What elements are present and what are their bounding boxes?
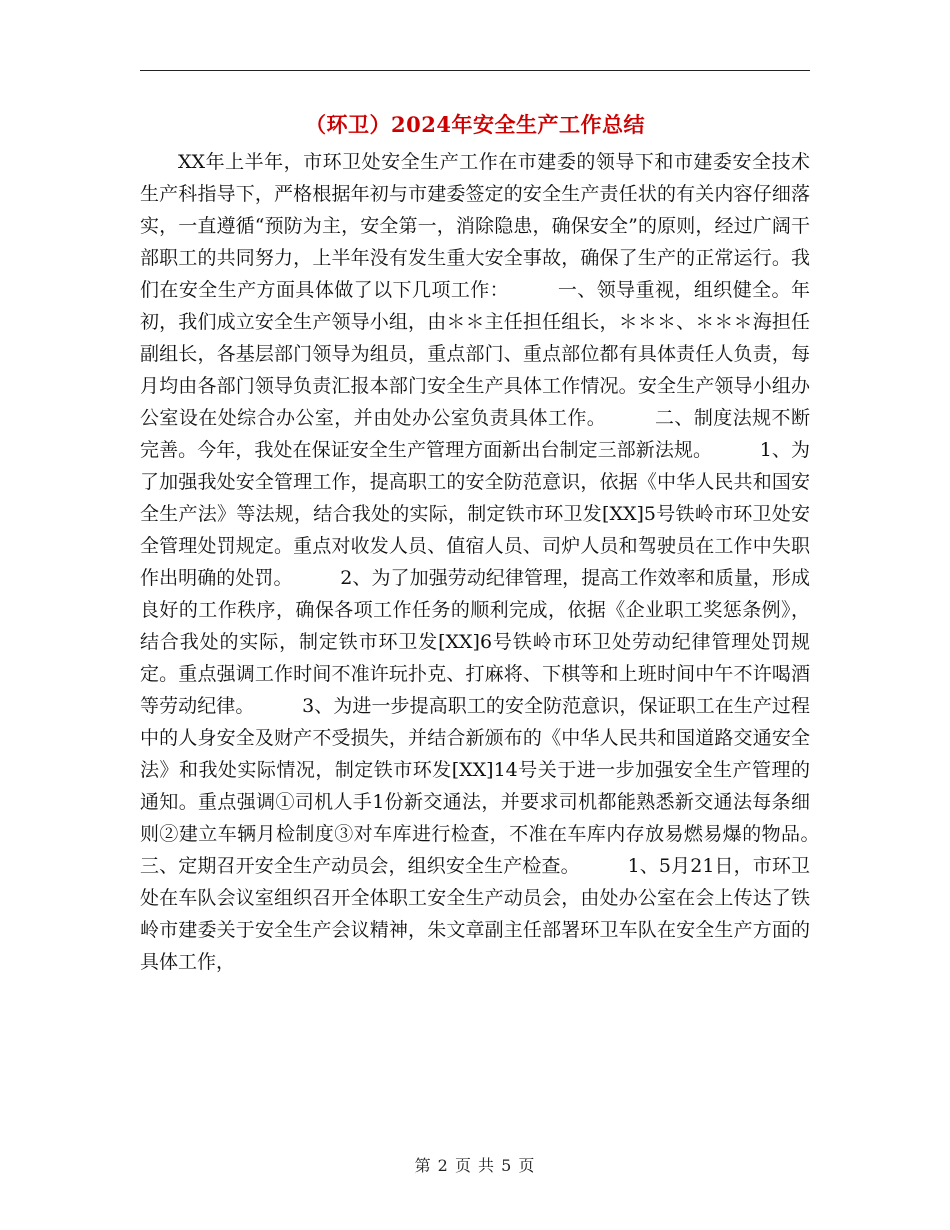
document-title: （环卫）2024年安全生产工作总结 [305, 112, 645, 137]
body-paragraph: XX年上半年，市环卫处安全生产工作在市建委的领导下和市建委安全技术生产科指导下，严格根据年初与市建委签定的安全生产责任状的有关内容仔细落实，一直遵循“预防为主，安全第一，消除隐患，确保安全”的原则，经过广阔干部职工的共同努力，上半年没有发生重大安全事故，确保了生产的正常运行。我们在安全生产方面具体做了以下几项工作： 一、领导重视，组织健全。年初，我们成立安全生产领导小组，由＊＊主任担任组长，＊＊＊、＊＊＊海担任副组长，各基层部门领导为组员，重点部门、重点部位都有具体责任人负责，每月均由各部门领导负责汇报本部门安全生产具体工作情况。安全生产领导小组办公室设在处综合办公室，并由处办公室负责具体工作。 二、制度法规不断完善。今年，我处在保证安全生产管理方面新出台制定三部新法规。 1、为了加强我处安全管理工作，提高职工的安全防范意识，依据《中华人民共和国安全生产法》等法规，结合我处的实际，制定铁市环卫发[XX]5号铁岭市环卫处安全管理处罚规定。重点对收发人员、值宿人员、司炉人员和驾驶员在工作中失职作出明确的处罚。 2、为了加强劳动纪律管理，提高工作效率和质量，形成良好的工作秩序，确保各项工作任务的顺利完成，依据《企业职工奖惩条例》，结合我处的实际，制定铁市环卫发[XX]6号铁岭市环卫处劳动纪律管理处罚规定。重点强调工作时间不准许玩扑克、打麻将、下棋等和上班时间中午不许喝酒等劳动纪律。 3、为进一步提高职工的安全防范意识，保证职工在生产过程中的人身安全及财产不受损失，并结合新颁布的《中华人民共和国道路交通安全法》和我处实际情况，制定铁市环发[XX]14号关于进一步加强安全生产管理的通知。重点强调①司机人手1份新交通法，并要求司机都能熟悉新交通法每条细则②建立车辆月检制度③对车库进行检查，不准在车库内存放易燃易爆的物品。 三、定期召开安全生产动员会，组织安全生产检查。 1、5月21日，市环卫处在车队会议室组织召开全体职工安全生产动员会，由处办公室在会上传达了铁岭市建委关于安全生产会议精神，朱文章副主任部署环卫车队在安全生产方面的具体工作， [140, 151, 868, 973]
page-number: 第 2 页 共 5 页 [414, 1156, 536, 1175]
header-rule [140, 70, 810, 71]
